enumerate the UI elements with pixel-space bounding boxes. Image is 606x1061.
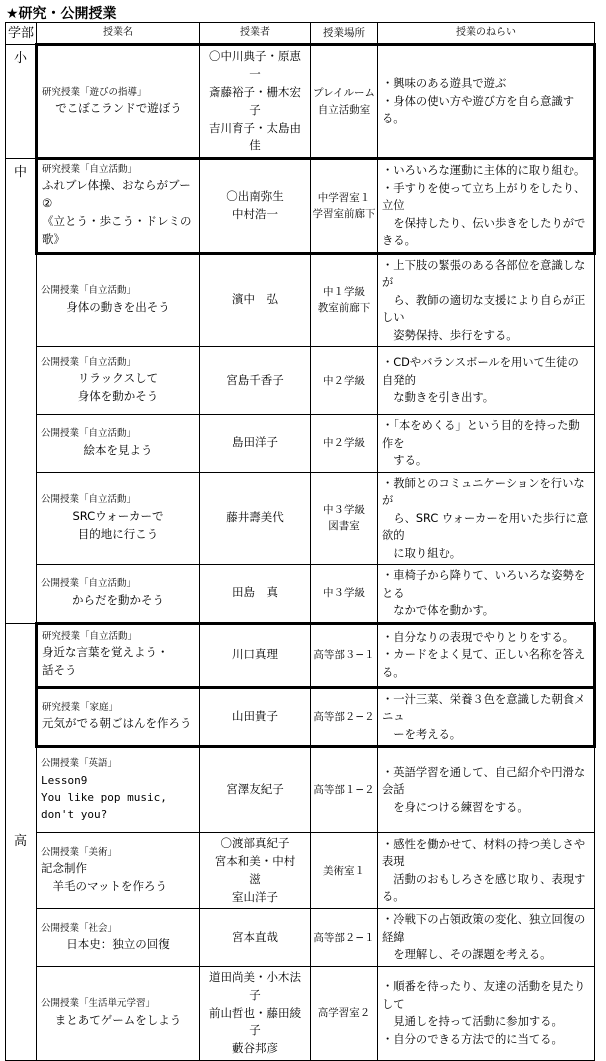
lesson-title: 日本史：独立の回復 — [66, 936, 170, 951]
aim-cell: ・冷戦下の占領政策の変化、独立回復の経緯 を理解し、その課題を考える。 — [378, 909, 595, 967]
place-cell: 高等部２−２ — [311, 687, 378, 747]
teacher-cell: 島田洋子 — [200, 415, 311, 473]
header-aim: 授業のねらい — [378, 23, 595, 45]
aim-cell: ・感性を働かせて、材料の持つ美しさや表現 活動のおもしろさを感じ取り、表現する。 — [378, 833, 595, 909]
aim-cell: ・一汁三菜、栄養３色を意識した朝食メニュ ーを考える。 — [378, 687, 595, 747]
lesson-type: 研究授業「自立活動」 — [42, 631, 138, 643]
lesson-type: 公開授業「自立活動」 — [41, 578, 137, 590]
place-cell: 中１学級 教室前廊下 — [311, 253, 378, 347]
lesson-title: 身近な言葉を覚えよう・ 話そう — [42, 645, 169, 678]
lesson-type: 公開授業「社会」 — [41, 922, 118, 934]
lesson-type: 公開授業「美術」 — [41, 846, 118, 858]
lesson-type: 公開授業「生活単元学習」 — [41, 998, 156, 1010]
lesson-name-cell — [37, 347, 200, 415]
table-row — [6, 472, 595, 565]
teacher-cell: 藤井壽美代 — [200, 472, 311, 565]
teacher-cell: 宮島千香子 — [200, 347, 311, 415]
table-row — [6, 45, 595, 159]
lesson-name-cell — [37, 623, 200, 687]
aim-cell: ・「本をめくる」という目的を持った動作を する。 — [378, 415, 595, 473]
aim-cell: ・自分なりの表現でやりとりをする。 ・カードをよく見て、正しい名称を答える。 — [378, 623, 595, 687]
table-row — [6, 747, 595, 833]
place-cell: 高学習室２ — [311, 966, 378, 1060]
lesson-name-cell — [37, 159, 200, 254]
aim-cell: ・上下肢の緊張のある各部位を意識しなが ら、教師の適切な支援により自らが正しい 姿勢保持、歩行をする。 — [378, 253, 595, 347]
lesson-name-cell — [37, 45, 200, 159]
place-cell: 中２学級 — [311, 415, 378, 473]
place-cell: 高等部２−１ — [311, 909, 378, 967]
lesson-type: 公開授業「自立活動」 — [41, 285, 137, 297]
teacher-cell: 山田貴子 — [200, 687, 311, 747]
lesson-title: リラックスして 身体を動かそう — [77, 370, 159, 403]
table-row — [6, 909, 595, 967]
lesson-table — [5, 22, 596, 1061]
teacher-cell: 〇渡部真紀子 宮本和美・中村 滋 室山洋子 — [200, 833, 311, 909]
lesson-title: ふれブレ体操、おならがブー② 《立とう・歩こう・ドレミの歌》 — [42, 178, 192, 246]
table-row — [6, 159, 595, 254]
teacher-cell: 田島 真 — [200, 565, 311, 624]
teacher-cell: 川口真理 — [200, 623, 311, 687]
dept-junior-high: 中 — [6, 159, 37, 624]
table-row — [6, 415, 595, 473]
header-dept: 学部 — [6, 23, 37, 45]
table-row — [6, 687, 595, 747]
aim-cell: ・いろいろな運動に主体的に取り組む。 ・手すりを使って立ち上がりをしたり、立位 を保持したり、伝い歩きをしたりができる。 — [378, 159, 595, 254]
lesson-type: 公開授業「英語」 — [41, 758, 118, 770]
aim-cell: ・車椅子から降りて、いろいろな姿勢をとる なかで体を動かす。 — [378, 565, 595, 624]
aim-cell: ・英語学習を通して、自己紹介や円滑な会話 を身につける練習をする。 — [378, 747, 595, 833]
teacher-cell: 道田尚美・小木法子 前山哲也・藤田綾子 藪谷邦彦 — [200, 966, 311, 1060]
lesson-title: からだを動かそう — [72, 592, 164, 607]
lesson-name-cell — [37, 833, 200, 909]
table-row — [6, 833, 595, 909]
teacher-cell: 〇出南弥生 中村浩一 — [200, 159, 311, 254]
table-row — [6, 966, 595, 1060]
teacher-cell: 宮澤友紀子 — [200, 747, 311, 833]
lesson-name-cell — [37, 747, 200, 833]
table-row — [6, 565, 595, 624]
dept-elementary: 小 — [6, 45, 37, 159]
place-cell: 美術室１ — [311, 833, 378, 909]
lesson-name-cell — [37, 687, 200, 747]
lesson-title: 絵本を見よう — [83, 442, 153, 457]
lesson-title: 記念制作 羊毛のマットを作ろう — [41, 861, 168, 893]
table-row — [6, 347, 595, 415]
lesson-type: 公開授業「自立活動」 — [41, 356, 137, 368]
place-cell: 高等部１−２ — [311, 747, 378, 833]
lesson-type: 研究授業「自立活動」 — [42, 164, 138, 176]
header-teacher: 授業者 — [200, 23, 311, 45]
lesson-name-cell — [37, 909, 200, 967]
aim-cell: ・教師とのコミュニケーションを行いなが ら、SRC ウォーカーを用いた歩行に意欲的 に取り組む。 — [378, 472, 595, 565]
lesson-name-cell — [37, 966, 200, 1060]
teacher-cell: 濱中 弘 — [200, 253, 311, 347]
header-lesson-name: 授業名 — [37, 23, 200, 45]
aim-cell: ・CDやバランスボールを用いて生徒の自発的 な動きを引き出す。 — [378, 347, 595, 415]
lesson-title: Lesson9 You like pop music, don't you? — [41, 773, 167, 821]
header-place: 授業場所 — [311, 23, 378, 45]
lesson-title: 身体の動きを出そう — [66, 299, 170, 314]
teacher-cell: 〇中川典子・原恵一 斎藤裕子・栅木宏子 吉川育子・太島由佳 — [200, 45, 311, 159]
table-row — [6, 253, 595, 347]
lesson-name-cell — [37, 472, 200, 565]
lesson-title: でこぼこランドで遊ぼう — [55, 100, 182, 115]
aim-cell: ・興味のある遊具で遊ぶ ・身体の使い方や遊び方を自ら意識する。 — [378, 45, 595, 159]
lesson-name-cell — [37, 253, 200, 347]
lesson-name-cell — [37, 565, 200, 624]
lesson-type: 研究授業「遊びの指導」 — [42, 86, 147, 98]
lesson-title: 元気がでる朝ごはんを作ろう — [42, 716, 192, 731]
table-header-row — [6, 23, 595, 45]
aim-cell: ・順番を待ったり、友達の活動を見たりして 見通しを持って活動に参加する。 ・自分のできる方法で的に当てる。 — [378, 966, 595, 1060]
lesson-title: まとあてゲームをしよう — [54, 1012, 182, 1027]
place-cell: 中２学級 — [311, 347, 378, 415]
place-cell: 中学習室１ 学習室前廊下 — [311, 159, 378, 254]
lesson-name-cell — [37, 415, 200, 473]
place-cell: 中３学級 — [311, 565, 378, 624]
place-cell: 高等部３−１ — [311, 623, 378, 687]
table-row — [6, 623, 595, 687]
place-cell: プレイルーム 自立活動室 — [311, 45, 378, 159]
dept-high-school: 高 — [6, 623, 37, 1060]
place-cell: 中３学級 図書室 — [311, 472, 378, 565]
lesson-title: SRCウォーカーで 目的地に行こう — [72, 508, 164, 541]
lesson-type: 公開授業「自立活動」 — [41, 428, 137, 440]
lesson-type: 研究授業「家庭」 — [42, 701, 119, 713]
teacher-cell: 宮本直哉 — [200, 909, 311, 967]
page-title: ★研究・公開授業 — [6, 6, 117, 22]
lesson-type: 公開授業「自立活動」 — [41, 494, 137, 506]
